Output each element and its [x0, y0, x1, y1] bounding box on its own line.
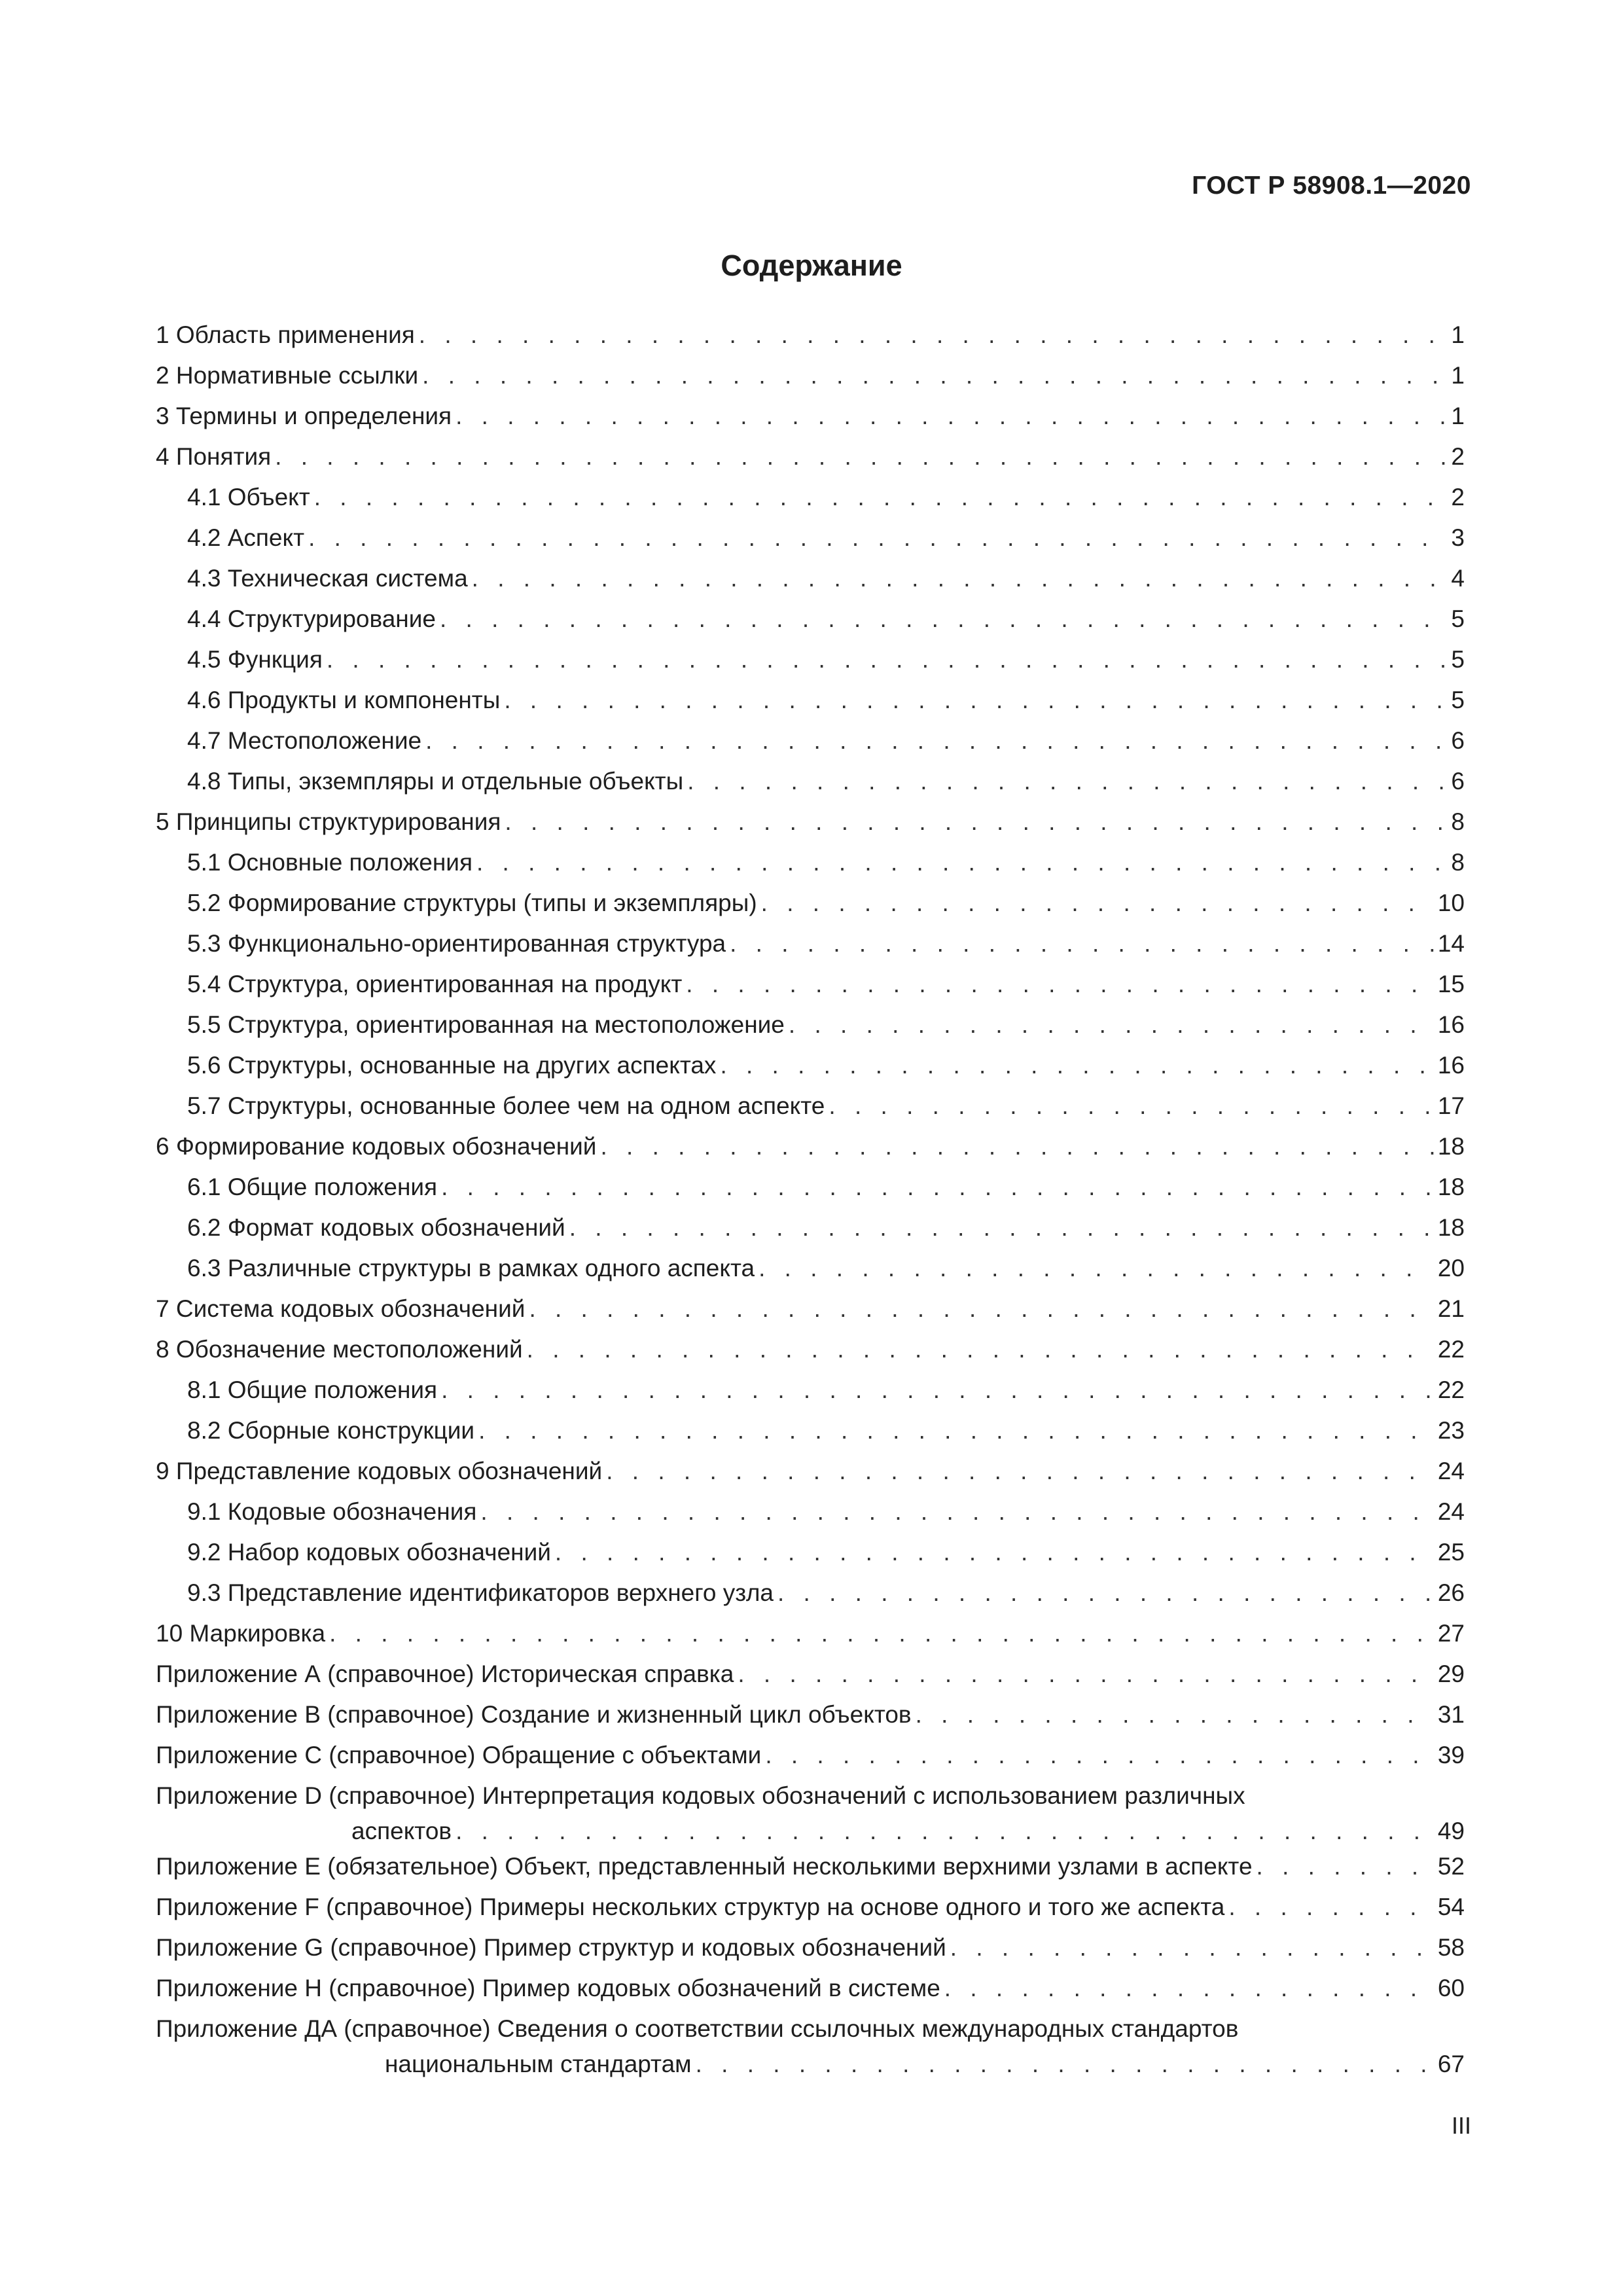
toc-entry[interactable]	[156, 1968, 1465, 2009]
toc-entry[interactable]	[156, 1005, 1465, 1045]
toc-entry-title: Приложение G (справочное) Пример структур и кодовых обозначений	[156, 1934, 946, 1961]
toc-entry[interactable]	[156, 1248, 1465, 1289]
dot-leader	[527, 1329, 1434, 1370]
toc-entry[interactable]	[156, 883, 1465, 924]
toc-entry-page: 23	[1437, 1417, 1465, 1444]
toc-entry[interactable]	[156, 437, 1465, 477]
dot-leader	[478, 1410, 1434, 1451]
toc-entry-title: Приложение С (справочное) Обращение с объектами	[156, 1742, 762, 1768]
toc-entry-page: 52	[1437, 1853, 1465, 1880]
toc-entry-page: 18	[1437, 1133, 1465, 1160]
toc-entry-title: 5.7 Структуры, основанные более чем на одном аспекте	[187, 1092, 825, 1119]
toc-entry-title: 6.1 Общие положения	[187, 1174, 438, 1200]
dot-leader	[696, 2049, 1434, 2079]
toc-entry[interactable]	[156, 1573, 1465, 1613]
toc-entry-title: 4.5 Функция	[187, 646, 323, 673]
toc-entry[interactable]	[156, 518, 1465, 558]
dot-leader	[687, 761, 1447, 802]
toc-entry-title: Приложение В (справочное) Создание и жизненный цикл объектов	[156, 1701, 912, 1728]
dot-leader	[529, 1289, 1433, 1329]
toc-entry[interactable]	[156, 1532, 1465, 1573]
toc-entry[interactable]	[156, 1695, 1465, 1735]
toc-entry[interactable]	[156, 1370, 1465, 1410]
toc-entry[interactable]	[156, 1928, 1465, 1968]
toc-entry-title: 5.4 Структура, ориентированная на продукт	[187, 971, 683, 997]
toc-entry[interactable]	[156, 1492, 1465, 1532]
toc-entry-page: 31	[1437, 1701, 1465, 1728]
toc-entry[interactable]	[156, 721, 1465, 761]
toc-entry-title: 9.1 Кодовые обозначения	[187, 1498, 477, 1525]
toc-entry-title: 4.7 Местоположение	[187, 727, 422, 754]
dot-leader	[441, 1370, 1434, 1410]
dot-leader	[765, 1735, 1434, 1776]
dot-leader	[505, 802, 1447, 842]
toc-entry[interactable]	[156, 1329, 1465, 1370]
toc-entry-title: Приложение F (справочное) Примеры нескольких структур на основе одного и того же аспекта	[156, 1893, 1225, 1920]
toc-entry-page: 26	[1437, 1579, 1465, 1606]
toc-entry[interactable]	[156, 924, 1465, 964]
page-number: III	[1451, 2112, 1471, 2139]
toc-entry-title: 4.6 Продукты и компоненты	[187, 687, 501, 713]
toc-entry[interactable]	[156, 639, 1465, 680]
dot-leader	[422, 355, 1447, 396]
toc-entry[interactable]	[156, 1208, 1465, 1248]
toc-entry-title: 8.1 Общие положения	[187, 1376, 438, 1403]
toc-entry[interactable]	[156, 1776, 1465, 1816]
toc-entry-page: 6	[1451, 768, 1465, 795]
toc-entry-title: 6.3 Различные структуры в рамках одного аспекта	[187, 1255, 755, 1282]
dot-leader	[455, 396, 1447, 437]
dot-leader	[440, 599, 1447, 639]
toc-entry-page: 54	[1437, 1893, 1465, 1920]
toc-entry-title-continuation: национальным стандартам	[385, 2051, 692, 2077]
dot-leader	[761, 883, 1434, 924]
dot-leader	[476, 842, 1447, 883]
dot-leader	[555, 1532, 1434, 1573]
dot-leader	[419, 315, 1448, 355]
dot-leader	[472, 558, 1448, 599]
toc-entry-title: 5.1 Основные положения	[187, 849, 473, 876]
toc-entry-title: 4.8 Типы, экземпляры и отдельные объекты	[187, 768, 684, 795]
toc-entry-page: 5	[1451, 687, 1465, 713]
toc-entry-page: 15	[1437, 971, 1465, 997]
toc-entry[interactable]	[156, 477, 1465, 518]
dot-leader	[829, 1086, 1433, 1126]
toc-entry-title: 4.2 Аспект	[187, 524, 305, 551]
toc-entry-page: 24	[1437, 1458, 1465, 1484]
toc-entry-title: 2 Нормативные ссылки	[156, 362, 419, 389]
dot-leader	[327, 639, 1448, 680]
toc-entry[interactable]	[156, 355, 1465, 396]
toc-entry[interactable]	[156, 2009, 1465, 2049]
toc-entry-page: 22	[1437, 1376, 1465, 1403]
toc-entry-title: 9.2 Набор кодовых обозначений	[187, 1539, 551, 1566]
dot-leader	[329, 1613, 1434, 1654]
document-code: ГОСТ Р 58908.1—2020	[1192, 171, 1471, 200]
toc-entry-page: 8	[1451, 849, 1465, 876]
toc-entry-page: 1	[1451, 362, 1465, 389]
toc-entry-title: 4.1 Объект	[187, 484, 310, 511]
toc-entry-page: 10	[1437, 889, 1465, 916]
toc-entry[interactable]	[156, 964, 1465, 1005]
dot-leader	[441, 1167, 1434, 1208]
dot-leader	[480, 1492, 1433, 1532]
toc-entry-title: 4.3 Техническая система	[187, 565, 468, 592]
dot-leader	[758, 1248, 1434, 1289]
toc-entry[interactable]	[156, 599, 1465, 639]
toc-entry[interactable]	[156, 319, 1465, 355]
toc-entry-title: 1 Область применения	[156, 321, 415, 348]
toc-entry-page: 5	[1451, 646, 1465, 673]
toc-entry-page: 14	[1437, 930, 1465, 957]
toc-entry-title: Приложение Е (обязательное) Объект, представленный несколькими верхними узлами в аспекте	[156, 1853, 1253, 1880]
toc-entry[interactable]	[156, 558, 1465, 599]
toc-entry-title-continuation: аспектов	[351, 1818, 452, 1844]
toc-entry-page: 2	[1451, 484, 1465, 511]
toc-entry-page: 25	[1437, 1539, 1465, 1566]
dot-leader	[569, 1208, 1434, 1248]
dot-leader	[275, 437, 1447, 477]
toc-entry-page: 27	[1437, 1620, 1465, 1647]
dot-leader	[600, 1126, 1433, 1167]
toc-entry-title: 8 Обозначение местоположений	[156, 1336, 523, 1363]
toc-entry-title: Приложение А (справочное) Историческая справка	[156, 1660, 734, 1687]
toc-entry-page: 1	[1451, 321, 1465, 348]
dot-leader	[720, 1045, 1433, 1086]
toc-entry-page: 58	[1437, 1934, 1465, 1961]
toc-entry-page: 24	[1437, 1498, 1465, 1525]
toc-entry-page: 39	[1437, 1742, 1465, 1768]
dot-leader	[789, 1005, 1434, 1045]
dot-leader	[308, 518, 1447, 558]
toc-entry[interactable]	[156, 1167, 1465, 1208]
dot-leader	[606, 1451, 1434, 1492]
toc-entry-page: 6	[1451, 727, 1465, 754]
dot-leader	[738, 1654, 1433, 1695]
toc-entry-title: 10 Маркировка	[156, 1620, 326, 1647]
toc-entry[interactable]	[156, 396, 1465, 437]
toc-entry-page: 18	[1437, 1174, 1465, 1200]
toc-entry-continuation[interactable]	[156, 1816, 1465, 1846]
toc-entry-title: 5.6 Структуры, основанные на других аспектах	[187, 1052, 717, 1079]
toc-entry-title: 6 Формирование кодовых обозначений	[156, 1133, 597, 1160]
dot-leader	[777, 1573, 1434, 1613]
dot-leader	[950, 1928, 1434, 1968]
toc-entry[interactable]	[156, 1289, 1465, 1329]
toc-entry-page: 18	[1437, 1214, 1465, 1241]
toc-entry-page: 16	[1437, 1052, 1465, 1079]
toc-entry[interactable]	[156, 1735, 1465, 1776]
toc-entry-page: 29	[1437, 1660, 1465, 1687]
dot-leader	[686, 964, 1434, 1005]
toc-entry-page: 60	[1437, 1975, 1465, 2001]
toc-entry[interactable]	[156, 1887, 1465, 1928]
toc-entry-page: 8	[1451, 808, 1465, 835]
toc-entry-title: 3 Термины и определения	[156, 403, 452, 429]
toc-entry[interactable]	[156, 1086, 1465, 1126]
toc-entry-page: 17	[1437, 1092, 1465, 1119]
toc-entry[interactable]	[156, 1613, 1465, 1654]
toc-entry-title: 5.5 Структура, ориентированная на местоположение	[187, 1011, 785, 1038]
toc-entry-page: 2	[1451, 443, 1465, 470]
toc-entry[interactable]	[156, 1410, 1465, 1451]
toc-entry-page: 21	[1437, 1295, 1465, 1322]
dot-leader	[916, 1695, 1434, 1735]
toc-entry[interactable]	[156, 1126, 1465, 1167]
toc-entry[interactable]	[156, 842, 1465, 883]
toc-entry-title: 5 Принципы структурирования	[156, 808, 501, 835]
table-of-contents	[156, 319, 1465, 2079]
toc-entry-title: 4.4 Структурирование	[187, 605, 436, 632]
toc-entry-page: 20	[1437, 1255, 1465, 1282]
toc-entry-page: 1	[1451, 403, 1465, 429]
toc-entry-title: Приложение Н (справочное) Пример кодовых обозначений в системе	[156, 1975, 940, 2001]
dot-leader	[455, 1816, 1434, 1846]
toc-entry-page: 5	[1451, 605, 1465, 632]
toc-entry-page: 4	[1451, 565, 1465, 592]
toc-entry-title: 7 Система кодовых обозначений	[156, 1295, 526, 1322]
toc-entry-title: Приложение ДА (справочное) Сведения о соответствии ссылочных международных стандартов	[156, 2015, 1239, 2042]
dot-leader	[730, 924, 1434, 964]
toc-entry[interactable]	[156, 1451, 1465, 1492]
dot-leader	[944, 1968, 1434, 2009]
toc-title: Содержание	[721, 249, 902, 282]
dot-leader	[425, 721, 1447, 761]
toc-entry-page: 67	[1437, 2051, 1465, 2077]
dot-leader	[504, 680, 1447, 721]
toc-entry-title: 9 Представление кодовых обозначений	[156, 1458, 603, 1484]
toc-entry[interactable]	[156, 761, 1465, 802]
toc-entry-title: Приложение D (справочное) Интерпретация кодовых обозначений с использованием различных	[156, 1782, 1245, 1809]
toc-entry[interactable]	[156, 1846, 1465, 1887]
toc-entry-page: 22	[1437, 1336, 1465, 1363]
toc-entry[interactable]	[156, 1045, 1465, 1086]
toc-entry[interactable]	[156, 1654, 1465, 1695]
toc-entry[interactable]	[156, 802, 1465, 842]
toc-entry-title: 8.2 Сборные конструкции	[187, 1417, 475, 1444]
dot-leader	[314, 477, 1448, 518]
toc-entry-continuation[interactable]	[156, 2049, 1465, 2079]
dot-leader	[1257, 1846, 1434, 1887]
toc-entry-title: 9.3 Представление идентификаторов верхнего узла	[187, 1579, 774, 1606]
toc-entry-title: 4 Понятия	[156, 443, 272, 470]
toc-entry-title: 5.2 Формирование структуры (типы и экземпляры)	[187, 889, 757, 916]
toc-entry-title: 6.2 Формат кодовых обозначений	[187, 1214, 565, 1241]
dot-leader	[1228, 1887, 1433, 1928]
toc-entry[interactable]	[156, 680, 1465, 721]
toc-entry-title: 5.3 Функционально-ориентированная структура	[187, 930, 726, 957]
toc-entry-page: 3	[1451, 524, 1465, 551]
toc-entry-page: 49	[1437, 1818, 1465, 1844]
toc-entry-page: 16	[1437, 1011, 1465, 1038]
